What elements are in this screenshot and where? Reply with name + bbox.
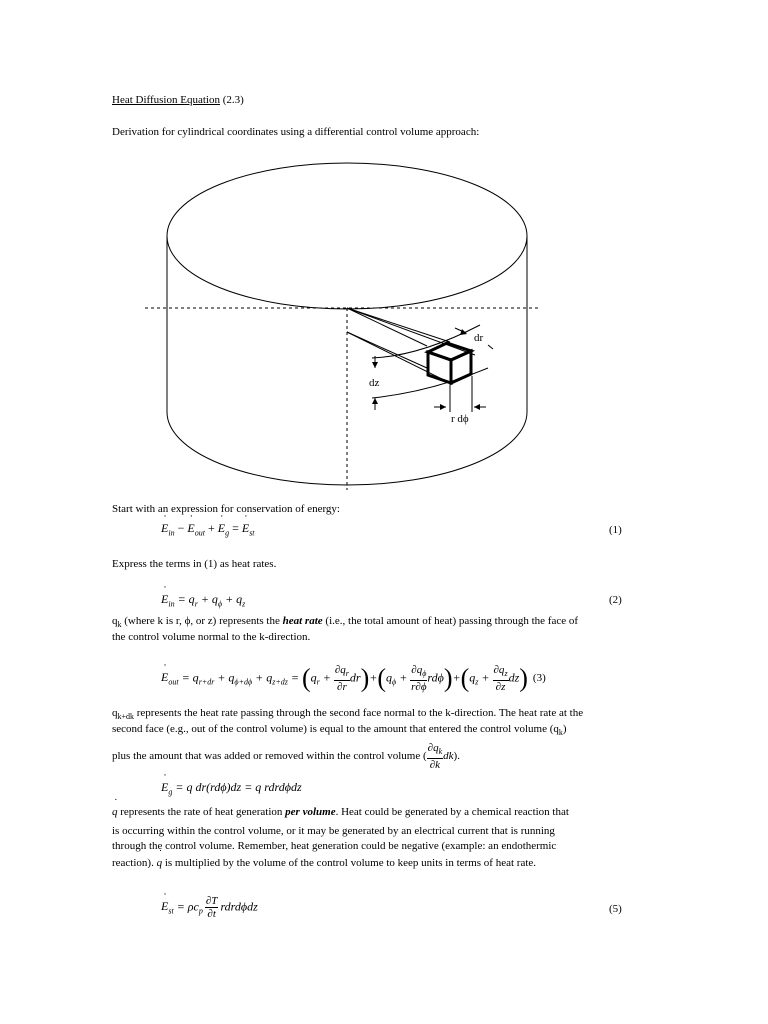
sub-out: out: [168, 677, 179, 687]
E-st: ˙ E: [242, 521, 249, 535]
sub: k: [438, 747, 443, 757]
term: = ρc: [173, 899, 199, 914]
rhs: = q dr(rdϕ)dz = q rdrdϕdz: [172, 780, 302, 794]
cylinder-top-ellipse: [167, 163, 527, 309]
q: q: [386, 670, 393, 685]
sub: ϕ: [392, 677, 397, 687]
emphasis: heat rate: [282, 615, 323, 627]
text: reaction).: [112, 857, 157, 869]
plus: +: [478, 670, 493, 685]
plus: +: [369, 670, 378, 685]
num: ∂q: [411, 664, 423, 676]
fraction: [205, 895, 219, 920]
sub: r: [345, 669, 349, 679]
emphasis: per volume: [285, 806, 336, 818]
sub: p: [198, 906, 203, 916]
sub-out: out: [194, 528, 205, 538]
heat-rates-text: Express the terms in (1) as heat rates.: [112, 558, 277, 570]
text: ).: [453, 750, 460, 763]
num: ∂q: [334, 664, 346, 676]
qkdk-line3: [112, 742, 460, 771]
text: is multiplied by the volume of the control volume to keep units in terms of heat rate.: [162, 857, 537, 869]
paren: (: [377, 663, 387, 693]
term: + q: [214, 670, 235, 685]
q-sub: k: [117, 620, 122, 630]
sub: ϕ: [217, 599, 223, 609]
minus: −: [174, 521, 188, 535]
sub-g: g: [225, 528, 230, 538]
dz-arrowhead: [372, 362, 378, 368]
q: q: [469, 670, 476, 685]
term: = q: [174, 592, 195, 606]
text: represents the rate of heat generation: [117, 806, 286, 818]
den: r∂ϕ: [411, 681, 427, 694]
equation-5: [161, 895, 258, 920]
E-out: ˙ E: [161, 670, 168, 684]
text: plus the amount that was added or removed within the control volume (: [112, 750, 427, 763]
sub: z+dz: [272, 677, 288, 687]
tail: dz: [508, 670, 520, 685]
qdot-line2: is occurring within the control volume, or it may be generated by an electrical current that is running: [112, 825, 555, 837]
E-in: ˙ E: [161, 521, 168, 535]
text: (i.e., the total amount of heat) passing through the face of: [322, 615, 579, 627]
q: q: [112, 615, 118, 627]
equation-5-number: (5): [609, 903, 622, 915]
tail: dr: [349, 670, 361, 685]
plus: +: [319, 670, 334, 685]
fraction: [334, 664, 350, 693]
sub-in: in: [168, 528, 175, 538]
radial-ray: [347, 308, 427, 346]
equation-2: [161, 592, 245, 608]
E-g: ˙ E: [161, 780, 168, 794]
rdphi-arrowhead: [440, 404, 446, 410]
qdot-line1: [112, 806, 569, 818]
qdot: ˙ q: [157, 857, 163, 869]
E-in: ˙ E: [161, 592, 168, 606]
label-dz: dz: [369, 377, 380, 389]
equation-1: [161, 521, 255, 537]
q: q: [112, 707, 118, 719]
equals: =: [287, 670, 302, 685]
radial-ray: [347, 308, 475, 355]
num: ∂q: [493, 664, 505, 676]
tail: rdrdϕdz: [220, 899, 258, 914]
sub: r: [194, 599, 198, 609]
sub: z: [475, 677, 479, 687]
plus: +: [452, 670, 461, 685]
equation-2-number: (2): [609, 594, 622, 606]
E-out: ˙ E: [187, 521, 194, 535]
tail: rdϕ: [427, 670, 444, 685]
control-volume-side: [451, 351, 471, 383]
text: represents the heat rate passing through the second face normal to the k-direction. The heat rate at the: [134, 707, 584, 719]
qdot-line4: [112, 857, 536, 869]
conservation-text: Start with an expression for conservation of energy:: [112, 503, 340, 515]
section-ref: (2.3): [222, 94, 244, 106]
label-rdphi: r dϕ: [451, 413, 469, 425]
sub-st: st: [249, 528, 255, 538]
term: + q: [252, 670, 273, 685]
fraction: [493, 664, 509, 693]
E-st: ˙ E: [161, 899, 168, 913]
dr-arrow: [488, 345, 493, 349]
equals: =: [229, 521, 242, 535]
sub: r: [316, 677, 320, 687]
fraction: [427, 742, 444, 771]
page-title: Heat Diffusion Equation: [112, 94, 220, 106]
sub-g: g: [168, 787, 173, 797]
sub: z: [504, 669, 508, 679]
term: = q: [178, 670, 199, 685]
tail: dk: [443, 750, 454, 763]
paren: (: [460, 663, 470, 693]
den: ∂r: [337, 681, 347, 694]
paren: ): [443, 663, 453, 693]
sub: r+dr: [198, 677, 215, 687]
equation-3: [161, 664, 546, 693]
plus: +: [204, 521, 218, 535]
qdot: ˙ q: [112, 806, 118, 818]
term: + q: [197, 592, 218, 606]
den: ∂t: [207, 908, 216, 920]
text: (where k is r, ϕ, or z) represents the: [121, 615, 283, 627]
plus: +: [396, 670, 411, 685]
paren: ): [519, 663, 528, 693]
den: ∂z: [495, 681, 506, 694]
den: ∂k: [429, 759, 441, 772]
radial-ray: [347, 308, 450, 342]
equation-1-number: (1): [609, 524, 622, 536]
sub-in: in: [168, 599, 175, 609]
text: . Heat could be generated by a chemical reaction that: [335, 806, 569, 818]
equation-3-number: (3): [532, 672, 546, 685]
num: ∂T: [205, 895, 218, 907]
sub: k: [558, 728, 563, 738]
rdphi-arrowhead: [474, 404, 480, 410]
qkdk-line1: [112, 707, 583, 721]
sub: z: [242, 599, 246, 609]
intro-text: Derivation for cylindrical coordinates using a differential control volume approach:: [112, 126, 480, 138]
sub: ϕ: [422, 669, 427, 679]
q-sub: k+dk: [117, 712, 135, 722]
sub: ϕ+dϕ: [234, 677, 253, 687]
qdot-line3: through the control volume. Remember, heat generation could be negative (example: an endothermic: [112, 840, 557, 852]
qk-paragraph-line1: [112, 615, 578, 629]
qkdk-line2: [112, 723, 567, 737]
num: ∂q: [427, 742, 439, 754]
text: second face (e.g., out of the control volume) is equal to the amount that entered the control volume (q: [112, 723, 559, 735]
q: q: [310, 670, 317, 685]
paren: (: [301, 663, 311, 693]
sub-st: st: [168, 906, 174, 916]
label-dr: dr: [474, 332, 484, 344]
dz-arrowhead: [372, 398, 378, 404]
qk-paragraph-line2: the control volume normal to the k-direction.: [112, 631, 311, 643]
equation-4: [161, 780, 302, 796]
fraction: [410, 664, 427, 693]
paren: ): [360, 663, 370, 693]
term: + q: [222, 592, 243, 606]
text: ): [562, 723, 567, 735]
E-g: ˙ E: [218, 521, 225, 535]
